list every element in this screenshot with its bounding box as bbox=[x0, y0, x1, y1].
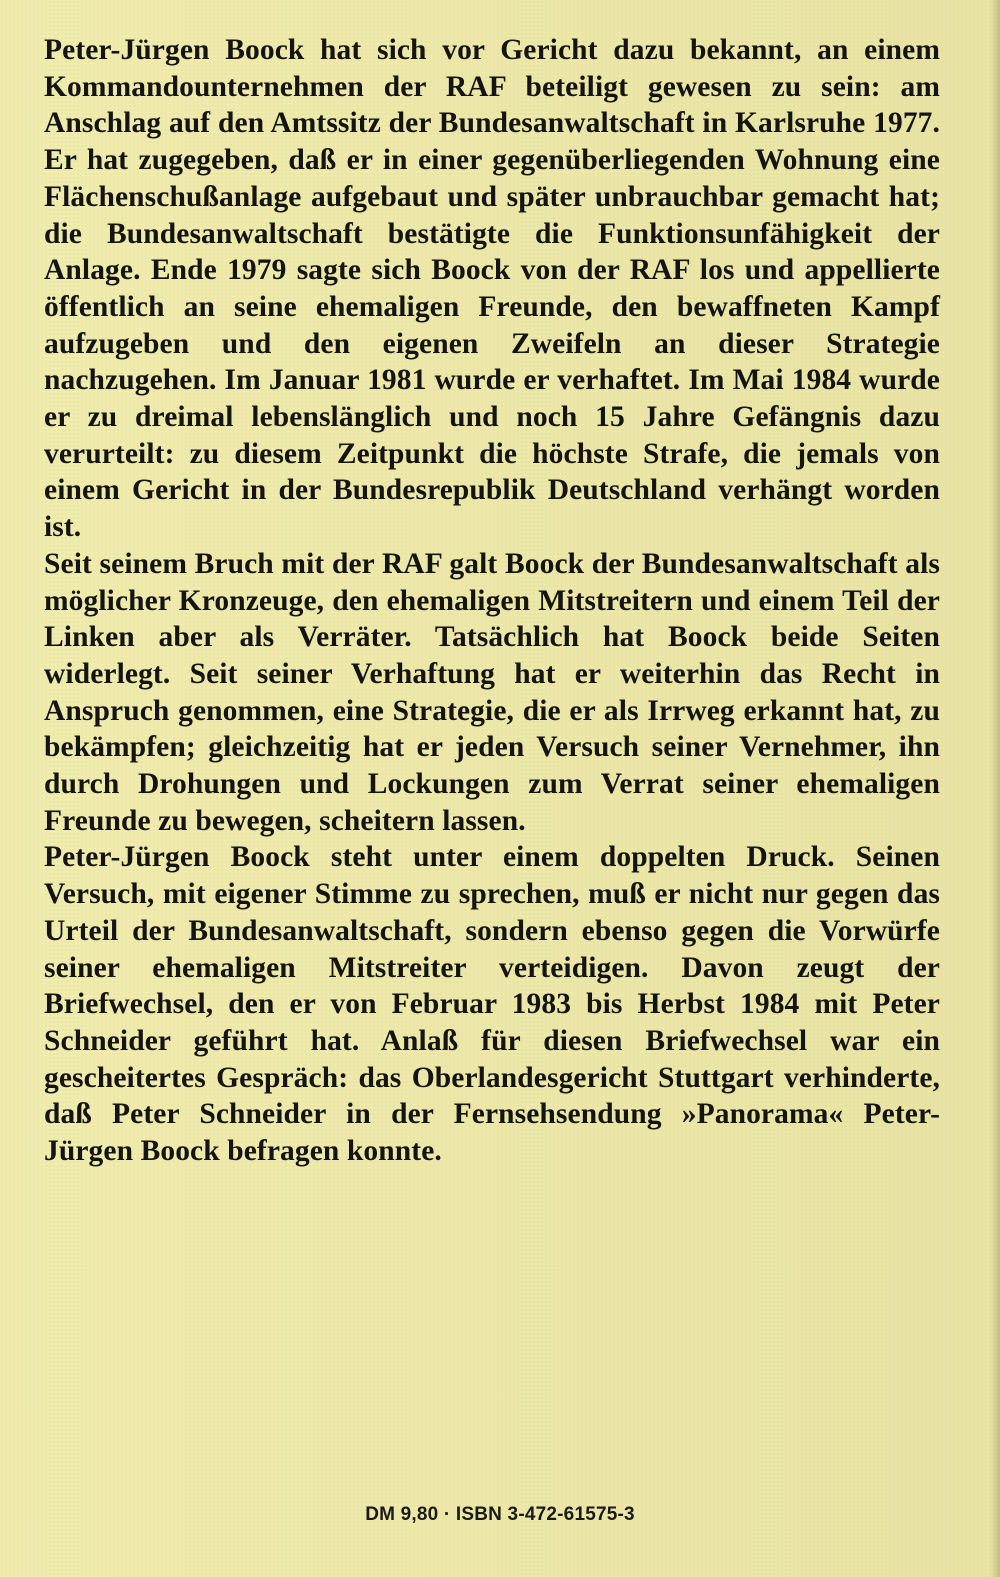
blurb-text bbox=[44, 32, 940, 1170]
blurb-paragraph-3: Peter-Jürgen Boock steht unter einem doppelten Druck. Seinen Versuch, mit eigener Stimme zu sprechen, muß er nicht nur gegen das Urteil der Bundesanwaltschaft, sondern ebenso gegen die Vorwürfe seiner ehemaligen Mitstreiter verteidigen. Davon zeugt der Briefwechsel, den er von Februar 1983 bis Herbst 1984 mit Peter Schneider geführt hat. Anlaß für diesen Briefwechsel war ein gescheitertes Gespräch: das Oberlandesgericht Stuttgart verhinderte, daß Peter Schneider in der Fernsehsendung »Panorama« Peter-Jürgen Boock befragen konnte. bbox=[44, 841, 940, 1168]
blurb-paragraph-2: Seit seinem Bruch mit der RAF galt Boock der Bundesanwaltschaft als möglicher Kronzeuge, den ehemaligen Mitstreitern und einem Teil der Linken aber als Verräter. Tatsächlich hat Boock beide Seiten widerlegt. Seit seiner Verhaftung hat er weiterhin das Recht in Anspruch genommen, eine Strategie, die er als Irrweg erkannt hat, zu bekämpfen; gleichzeitig hat er jeden Versuch seiner Vernehmer, ihn durch Drohungen und Lockungen zum Verrat seiner ehemaligen Freunde zu bewegen, scheitern lassen. bbox=[44, 547, 940, 837]
blurb-paragraph-1: Peter-Jürgen Boock hat sich vor Gericht dazu bekannt, an einem Kommandounternehmen der RAF beteiligt gewesen zu sein: am Anschlag auf den Amtssitz der Bundesanwaltschaft in Karlsruhe 1977. Er hat zugegeben, daß er in einer gegenüberliegenden Wohnung eine Flächenschußanlage aufgebaut und später unbrauchbar gemacht hat; die Bundesanwaltschaft bestätigte die Funktionsunfähigkeit der Anlage. Ende 1979 sagte sich Boock von der RAF los und appellierte öffentlich an seine ehemaligen Freunde, den bewaffneten Kampf aufzugeben und den eigenen Zweifeln an dieser Strategie nachzugehen. Im Januar 1981 wurde er verhaftet. Im Mai 1984 wurde er zu dreimal lebenslänglich und noch 15 Jahre Gefängnis dazu verurteilt: zu diesem Zeitpunkt die höchste Strafe, die jemals von einem Gericht in der Bundesrepublik Deutschland verhängt worden ist. bbox=[44, 34, 940, 544]
page-edge-shadow bbox=[990, 0, 1000, 1577]
price-isbn-line: DM 9,80 · ISBN 3-472-61575-3 bbox=[365, 1504, 635, 1525]
